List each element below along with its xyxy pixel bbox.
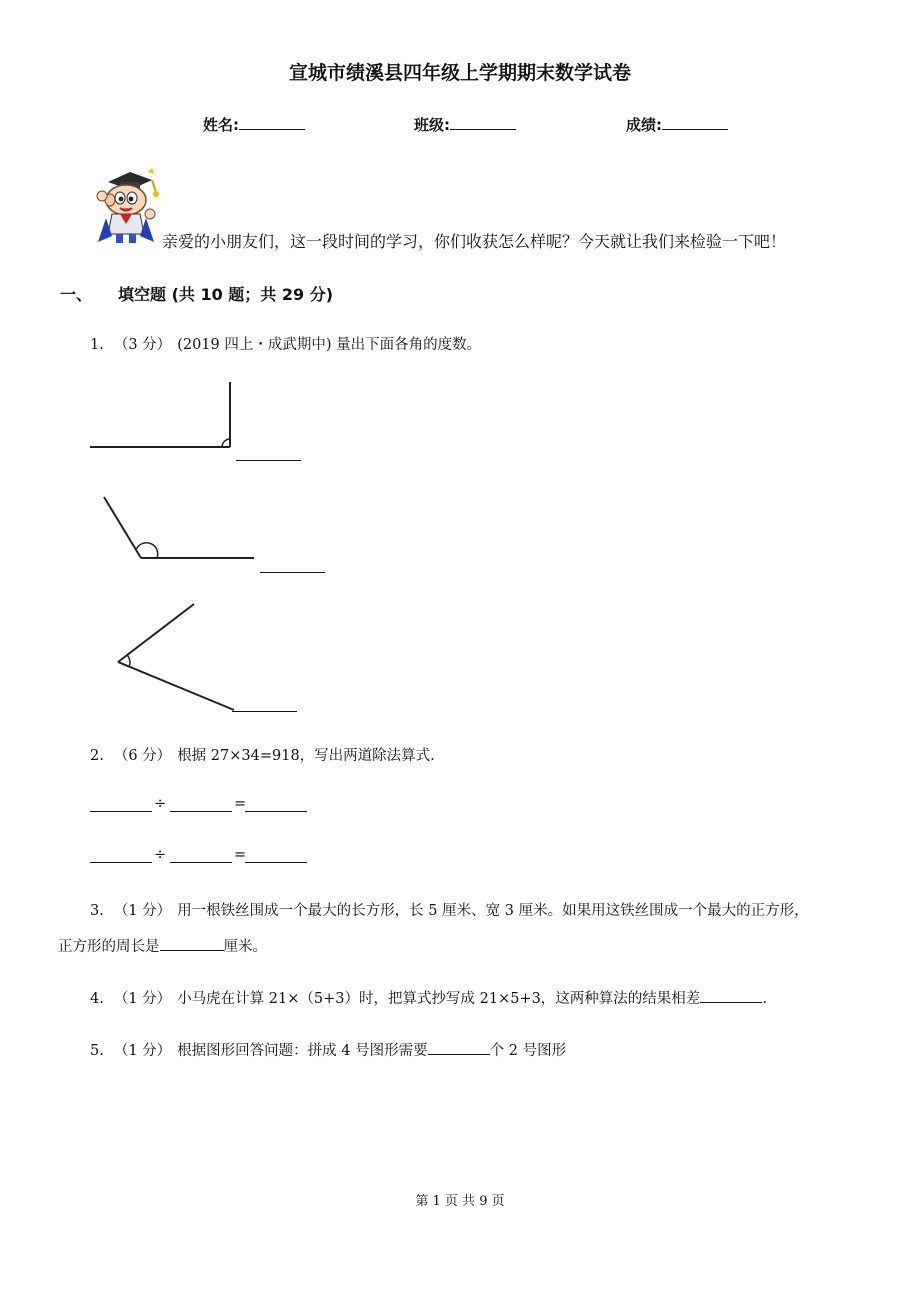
quotient-blank-1[interactable]: [245, 811, 307, 812]
name-field: [203, 114, 305, 135]
right-angle-figure: [90, 382, 230, 447]
section-number: 一、: [60, 285, 93, 304]
dividend-blank-2[interactable]: [90, 862, 152, 863]
angle-1-answer-blank[interactable]: [236, 460, 301, 461]
score-blank[interactable]: [662, 114, 728, 130]
page-title: 宣城市绩溪县四年级上学期期末数学试卷: [288, 62, 631, 84]
question-number: 3.: [90, 903, 104, 919]
score-field: [626, 114, 728, 135]
section-title: 填空题 (共 10 题；共 29 分): [118, 285, 334, 304]
class-field: [414, 114, 516, 135]
question-number: 4.: [90, 991, 104, 1007]
question-score: （3 分）: [113, 337, 172, 353]
angle-3-answer-blank[interactable]: [232, 711, 297, 712]
angle-2-answer-blank[interactable]: [260, 572, 325, 573]
class-label: 班级:: [414, 116, 450, 134]
question-4: [90, 987, 767, 1008]
question-score: （1 分）: [113, 1043, 172, 1059]
name-blank[interactable]: [239, 114, 305, 130]
divide-symbol: ÷: [154, 847, 167, 863]
class-blank[interactable]: [450, 114, 516, 130]
question-text: 正方形的周长是: [58, 939, 160, 955]
mascot-icon: [90, 168, 164, 246]
question-number: 5.: [90, 1043, 104, 1059]
divisor-blank-2[interactable]: [170, 862, 232, 863]
question-text: .: [762, 991, 767, 1007]
equals-symbol: =: [234, 796, 247, 812]
question-text: 厘米。: [223, 939, 267, 955]
dividend-blank-1[interactable]: [90, 811, 152, 812]
question-1: [90, 333, 481, 354]
score-label: 成绩:: [626, 116, 662, 134]
question-score: （1 分）: [113, 991, 172, 1007]
divisor-blank-1[interactable]: [170, 811, 232, 812]
question-text: 根据图形回答问题：拼成 4 号图形需要: [177, 1043, 428, 1059]
question-score: （1 分）: [113, 903, 172, 919]
question-text: (2019 四上・成武期中) 量出下面各角的度数。: [177, 337, 482, 353]
greeting-text: 亲爱的小朋友们，这一段时间的学习，你们收获怎么样呢？今天就让我们来检验一下吧！: [162, 232, 787, 251]
question-2: [90, 744, 435, 765]
page-footer: 第 1 页 共 9 页: [415, 1194, 505, 1209]
angle-figures: [86, 380, 336, 720]
equals-symbol: =: [234, 847, 247, 863]
question-text: 用一根铁丝围成一个最大的长方形，长 5 厘米、宽 3 厘米。如果用这铁丝围成一个最大的正方形，: [177, 903, 809, 919]
question-score: （6 分）: [113, 748, 172, 764]
question-3-line-2: [58, 935, 267, 956]
question-text: 个 2 号图形: [489, 1043, 567, 1059]
answer-blank[interactable]: [700, 987, 762, 1003]
divide-symbol: ÷: [154, 796, 167, 812]
answer-blank[interactable]: [428, 1039, 490, 1055]
name-label: 姓名:: [203, 116, 239, 134]
section-heading: [60, 282, 333, 305]
quotient-blank-2[interactable]: [245, 862, 307, 863]
acute-angle-figure: [118, 604, 234, 710]
obtuse-angle-figure: [104, 497, 254, 558]
question-5: [90, 1039, 566, 1060]
question-number: 1.: [90, 337, 104, 353]
question-number: 2.: [90, 748, 104, 764]
question-text: 小马虎在计算 21×（5+3）时，把算式抄写成 21×5+3，这两种算法的结果相差: [177, 991, 701, 1007]
answer-blank[interactable]: [160, 935, 224, 951]
question-3: [90, 899, 809, 920]
question-text: 根据 27×34=918，写出两道除法算式.: [177, 748, 435, 764]
